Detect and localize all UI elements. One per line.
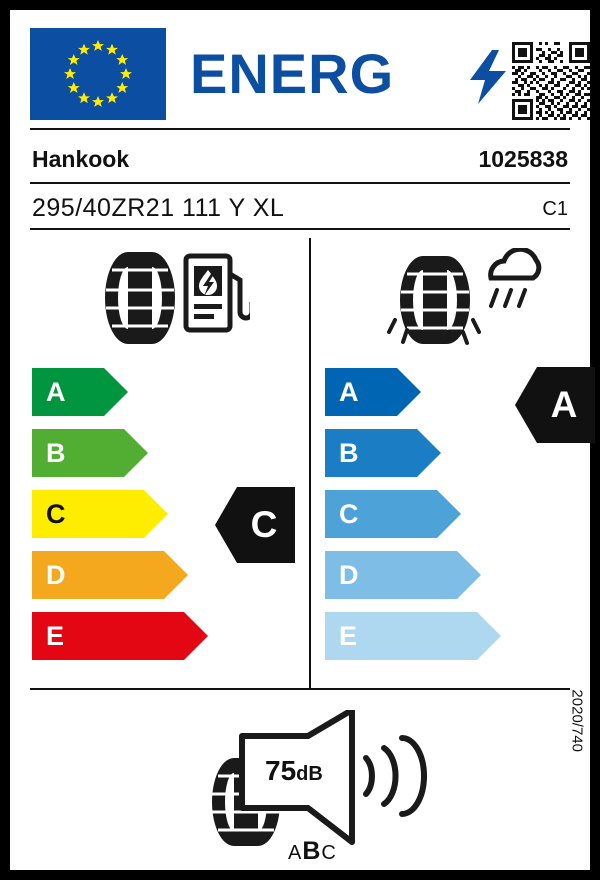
divider-center (309, 238, 311, 688)
grade-letter: E (46, 621, 65, 651)
noise-class-active: B (302, 837, 322, 865)
grade-letter: D (339, 560, 359, 590)
grade-letter: C (339, 499, 359, 529)
energy-wordmark: ENERG (190, 42, 395, 105)
noise-value (265, 755, 323, 787)
grade-letter: B (46, 438, 66, 468)
grade-letter: C (46, 499, 66, 529)
grade-letter: B (339, 438, 359, 468)
tyre-energy-label (10, 10, 590, 870)
brand-name: Hankook (32, 146, 130, 172)
fuel-result-letter: C (250, 504, 278, 545)
wet-grip-result (515, 367, 595, 443)
grade-letter: A (339, 377, 359, 407)
tyre-class: C1 (542, 198, 568, 220)
divider-size (30, 228, 570, 230)
noise-decibels: 75 (265, 755, 297, 786)
label-header (30, 28, 570, 120)
grade-letter: D (46, 560, 66, 590)
noise-class-scale (288, 837, 337, 866)
qr-code-icon (512, 42, 590, 120)
divider-header (30, 128, 570, 130)
tyre-rain-cloud-icon (385, 248, 545, 348)
tyre-size: 295/40ZR21 111 Y XL (32, 194, 285, 222)
noise-class-a: A (288, 842, 303, 864)
wet-result-letter: A (550, 384, 578, 425)
grade-letter: E (339, 621, 358, 651)
eu-flag-icon (30, 28, 166, 120)
divider-noise (30, 688, 570, 690)
noise-class-c: C (321, 842, 337, 864)
lightning-bolt-icon (468, 50, 508, 104)
serial-number: 1025838 (478, 146, 568, 172)
tyre-fuel-pump-icon (90, 248, 250, 348)
noise-unit: dB (296, 763, 323, 785)
grade-letter: A (46, 377, 66, 407)
fuel-efficiency-result (215, 487, 295, 563)
date-code: 2020/740 (569, 689, 586, 752)
divider-brand (30, 182, 570, 184)
